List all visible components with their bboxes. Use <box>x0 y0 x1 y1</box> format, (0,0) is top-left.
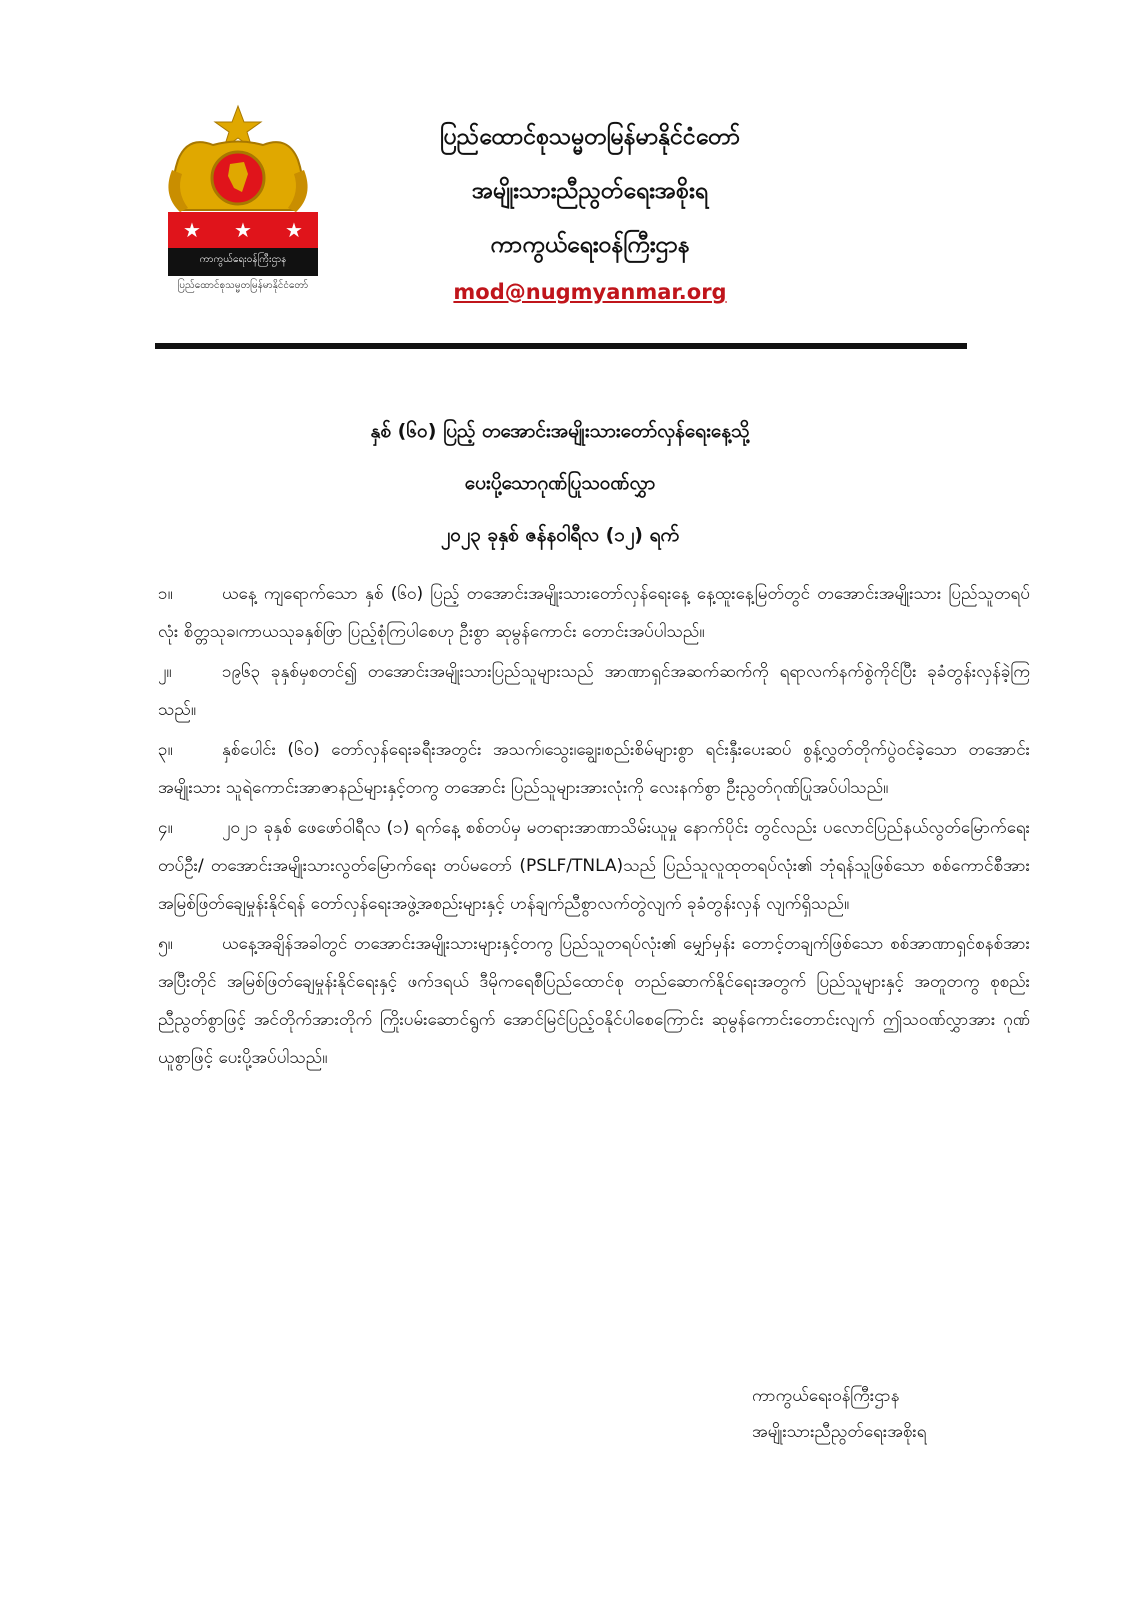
emblem-caption: ပြည်ထောင်စုသမ္မတမြန်မာနိုင်ငံတော် <box>177 280 309 291</box>
signature-block <box>752 1378 1032 1450</box>
paragraph-text: နှစ်ပေါင်း (၆၀) တော်လှန်ရေးခရီးအတွင်း အသက်၊သွေး၊ချွေး၊စည်းစိမ်များစွာ ရင်းနှီးပေးဆပ် စွန့်လွှတ်တိုက်ပွဲဝင်ခဲ့သော တအောင်းအမျိုးသား သူရဲကောင်းအာဇာနည်များနှင့်တကွ တအောင်း ပြည်သူများအားလုံးကို လေးနက်စွာ ဦးညွတ်ဂုဏ်ပြုအပ်ပါသည်။ <box>158 740 1030 798</box>
emblem-star-2-icon: ★ <box>234 218 252 242</box>
ministry-email-link[interactable]: mod@nugmyanmar.org <box>453 280 727 304</box>
paragraph-2 <box>158 653 1030 729</box>
paragraph-5 <box>158 925 1030 1077</box>
paragraph-4 <box>158 809 1030 923</box>
paragraph-number: ၁။ <box>158 584 173 604</box>
ministry-name: ကာကွယ်ရေးဝန်ကြီးဌာန <box>490 232 690 258</box>
letterhead <box>150 100 980 304</box>
signature-ministry: ကာကွယ်ရေးဝန်ကြီးဌာန <box>752 1386 900 1406</box>
signature-government: အမျိုးသားညီညွတ်ရေးအစိုးရ <box>752 1422 927 1442</box>
emblem-star-3-icon: ★ <box>285 218 303 242</box>
government-name: အမျိုးသားညီညွတ်ရေးအစိုးရ <box>471 178 709 204</box>
emblem-band-text: ကာကွယ်ရေးဝန်ကြီးဌာန <box>199 254 287 265</box>
header-divider <box>155 343 967 349</box>
title-line-1: နှစ် (၆၀) ပြည့် တအောင်းအမျိုးသားတော်လှန်ရေးနေ့သို့ <box>370 420 750 442</box>
letterhead-titles <box>360 110 820 312</box>
letter-title <box>160 405 960 561</box>
paragraph-number: ၃။ <box>158 740 173 760</box>
paragraph-text: ယနေ့ ကျရောက်သော နှစ် (၆၀) ပြည့် တအောင်းအမျိုးသားတော်လှန်ရေးနေ့ နေ့ထူးနေ့မြတ်တွင် တအောင်းအမျိုးသား ပြည်သူတရပ်လုံး စိတ္တသုခ၊ကာယသုခနှစ်ဖြာ ပြည့်စုံကြပါစေဟု ဦးစွာ ဆုမွန်ကောင်း တောင်းအပ်ပါသည်။ <box>158 584 1030 642</box>
paragraph-1 <box>158 575 1030 651</box>
letter-date: ၂၀၂၃ ခုနှစ် ဇန်နဝါရီလ (၁၂) ရက် <box>440 524 680 546</box>
paragraph-text: ၁၉၆၃ ခုနှစ်မှစတင်၍ တအောင်းအမျိုးသားပြည်သူများသည် အာဏာရှင်အဆက်ဆက်ကို ရရာလက်နက်စွဲကိုင်ပြီး ခုခံတွန်းလှန်ခဲ့ကြသည်။ <box>158 662 1030 720</box>
letter-body <box>158 575 1030 1079</box>
paragraph-text: ယနေ့အချိန်အခါတွင် တအောင်းအမျိုးသားများနှင့်တကွ ပြည်သူတရပ်လုံး၏ မျှော်မှန်း တောင့်တချက်ဖြစ်သော စစ်အာဏာရှင်စနစ်အား အပြီးတိုင် အမြစ်ဖြတ်ချေမှုန်းနိုင်ရေးနှင့် ဖက်ဒရယ် ဒီမိုကရေစီပြည်ထောင်စု တည်ဆောက်နိုင်ရေးအတွက် ပြည်သူများနှင့် အတူတကွ စုစည်းညီညွတ်စွာဖြင့် အင်တိုက်အားတိုက် ကြိုးပမ်းဆောင်ရွက် အောင်မြင်ပြည့်ဝနိုင်ပါစေကြောင်း ဆုမွန်ကောင်းတောင်းလျက် ဤသဝဏ်လွှာအား ဂုဏ်ယူစွာဖြင့် ပေးပို့အပ်ပါသည်။ <box>158 934 1030 1068</box>
paragraph-number: ၅။ <box>158 934 173 954</box>
paragraph-number: ၄။ <box>158 818 173 838</box>
paragraph-number: ၂။ <box>158 662 172 682</box>
paragraph-3 <box>158 731 1030 807</box>
paragraph-text: ၂၀၂၁ ခုနှစ် ဖေဖော်ဝါရီလ (၁) ရက်နေ့ စစ်တပ်မှ မတရားအာဏာသိမ်းယူမှု နောက်ပိုင်း တွင်လည်း ပလောင်ပြည်နယ်လွတ်မြောက်ရေးတပ်ဦး/ တအောင်းအမျိုးသားလွတ်မြောက်ရေး တပ်မတော် (PSLF/TNLA)သည် ပြည်သူလူထုတရပ်လုံး၏ ဘုံရန်သူဖြစ်သော စစ်ကောင်စီအား အမြစ်ဖြတ်ချေမှုန်းနိုင်ရန် တော်လှန်ရေးအဖွဲ့အစည်းများနှင့် ဟန်ချက်ညီစွာလက်တွဲလျက် ခုခံတွန်းလှန် လျက်ရှိသည်။ <box>158 818 1030 914</box>
title-line-2: ပေးပို့သောဂုဏ်ပြုသဝဏ်လွှာ <box>464 472 656 494</box>
country-name: ပြည်ထောင်စုသမ္မတမြန်မာနိုင်ငံတော် <box>439 124 741 150</box>
emblem-star-1-icon: ★ <box>183 218 201 242</box>
ministry-emblem <box>158 100 318 300</box>
